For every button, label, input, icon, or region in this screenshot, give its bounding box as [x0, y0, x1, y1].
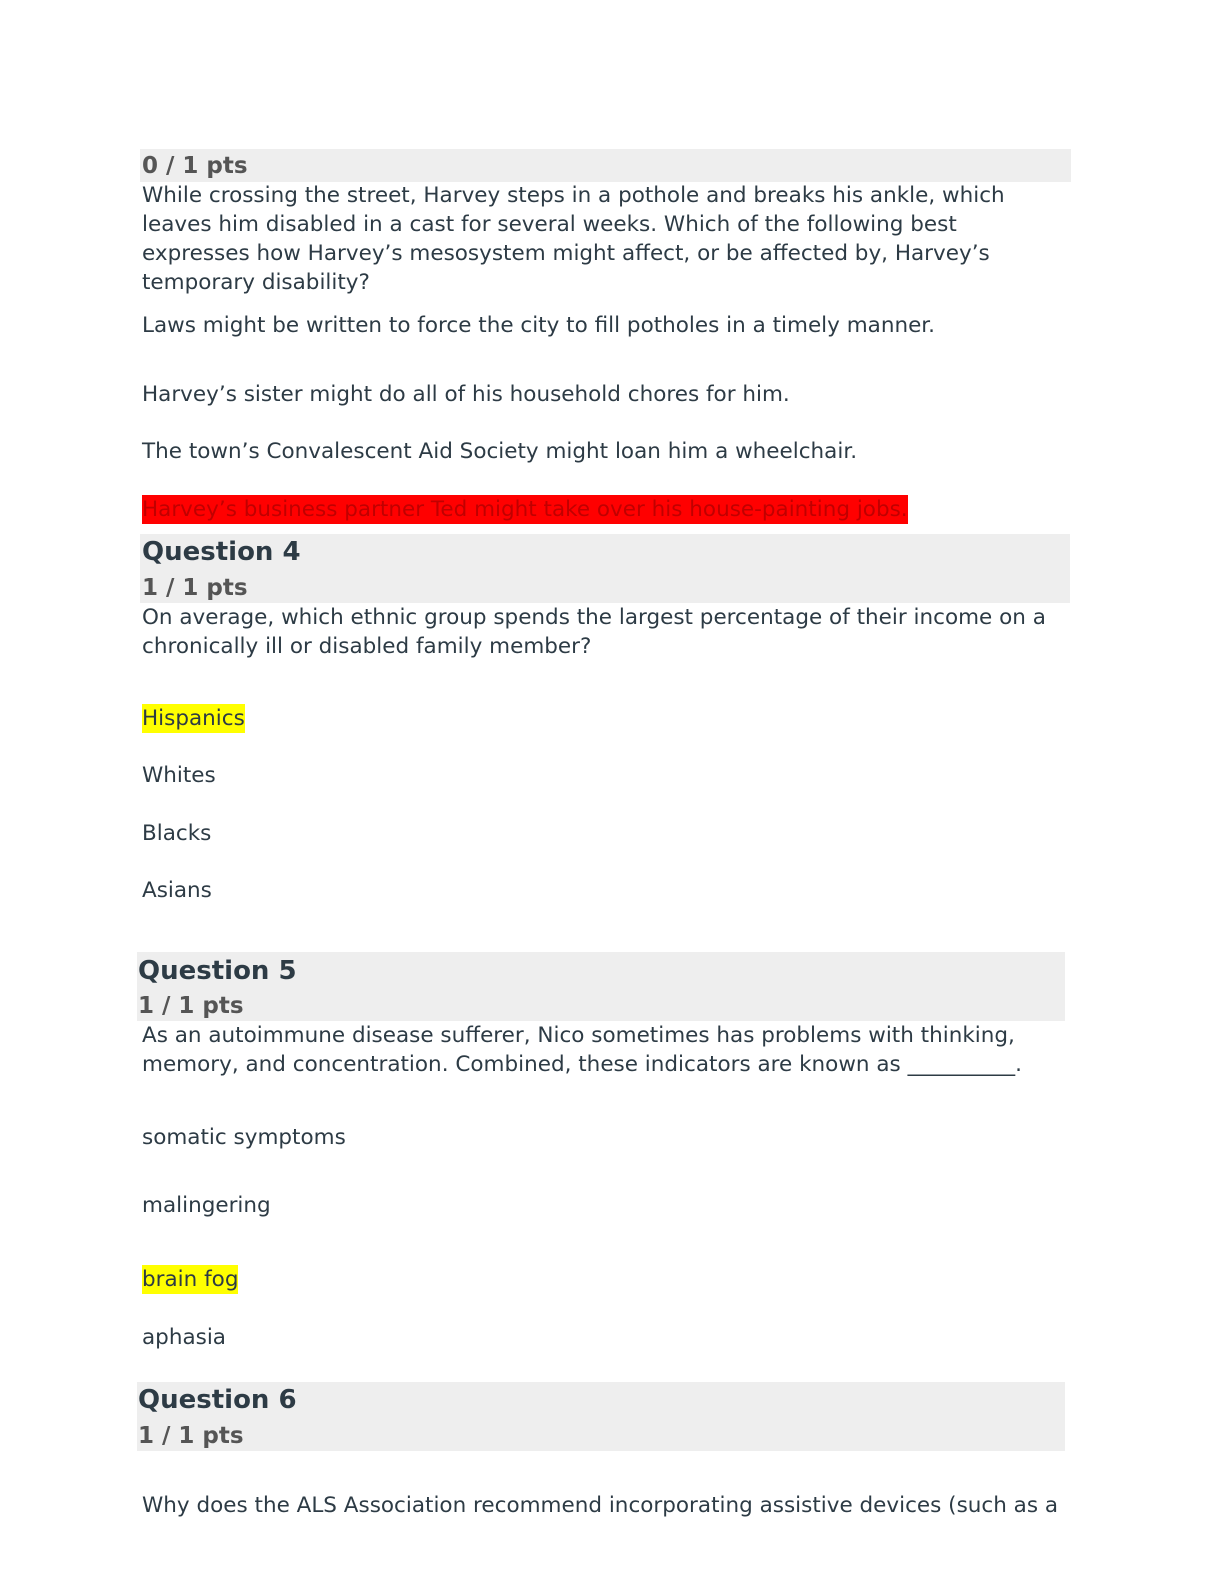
q4-question-text: On average, which ethnic group spends the largest percentage of their income on a chronically ill or disabled family member? — [142, 605, 1046, 659]
q3-points: 0 / 1 pts — [142, 153, 248, 179]
q5-answer-2[interactable]: malingering — [142, 1193, 271, 1218]
q3-answer-1[interactable]: Laws might be written to force the city to fill potholes in a timely manner. — [142, 313, 936, 338]
q4-points: 1 / 1 pts — [142, 575, 248, 601]
q3-answer-2[interactable]: Harvey’s sister might do all of his household chores for him. — [142, 382, 790, 407]
q3-answer-4-selected-wrong[interactable]: Harvey’s business partner Ted might take over his house-painting jobs. — [142, 497, 908, 522]
q4-title: Question 4 — [142, 537, 301, 567]
q4-answer-1-correct[interactable]: Hispanics — [142, 706, 245, 731]
q3-question-text: While crossing the street, Harvey steps in a pothole and breaks his ankle, which leaves him disabled in a cast for several weeks. Which of the following best expresses how Harvey’s mesosystem might affect, or be affected by, Harvey’s temporary disability? — [142, 183, 1005, 295]
q4-answer-2[interactable]: Whites — [142, 763, 216, 788]
q5-answer-1[interactable]: somatic symptoms — [142, 1125, 346, 1150]
q5-answer-3-correct[interactable]: brain fog — [142, 1267, 239, 1292]
q5-answer-4[interactable]: aphasia — [142, 1325, 226, 1350]
q6-points: 1 / 1 pts — [138, 1423, 244, 1449]
q5-points: 1 / 1 pts — [138, 993, 244, 1019]
q4-answer-3[interactable]: Blacks — [142, 821, 212, 846]
q3-header-band — [140, 149, 1071, 182]
q6-question-text: Why does the ALS Association recommend incorporating assistive devices (such as a — [142, 1493, 1059, 1518]
q5-title: Question 5 — [138, 956, 297, 986]
q3-answer-3[interactable]: The town’s Convalescent Aid Society might loan him a wheelchair. — [142, 439, 858, 464]
q5-question-text: As an autoimmune disease sufferer, Nico sometimes has problems with thinking, memory, and concentration. Combined, these indicators are known as __________. — [142, 1023, 1022, 1077]
q4-answer-4[interactable]: Asians — [142, 878, 212, 903]
q6-title: Question 6 — [138, 1385, 297, 1415]
